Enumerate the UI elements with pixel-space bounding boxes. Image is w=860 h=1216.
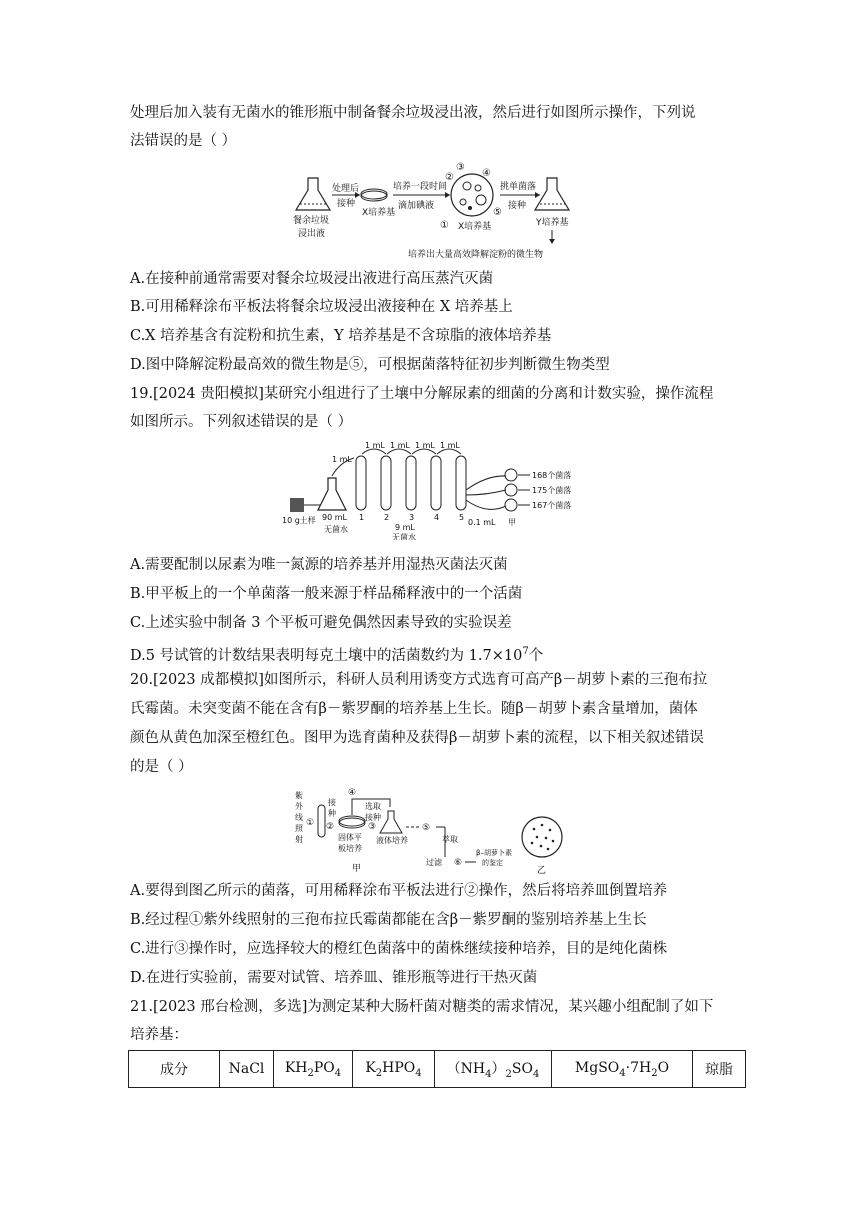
q21-stem-line-2: 培养基：	[130, 1027, 188, 1043]
q18-figure	[290, 160, 610, 265]
table-cell: $MgSO_4\cdot 7H_2O$	[552, 1051, 693, 1088]
label-waste: 餐余垃圾	[293, 216, 330, 226]
label-jia: 甲	[352, 864, 362, 874]
plate-volume: 0.1 mL	[468, 518, 496, 527]
extract: 萃取	[442, 835, 458, 844]
identify-2: 的鉴定	[482, 859, 503, 867]
filter: 过滤	[426, 858, 442, 867]
label-pick: 挑单菌落	[500, 182, 537, 192]
uv-2: 线	[295, 813, 303, 822]
q19-option-c: C.上述实验中制备 3 个平板可避免偶然因素导致的实验误差	[130, 615, 512, 631]
table-cell: 琼脂	[693, 1051, 746, 1088]
uv-0: 紫	[295, 791, 303, 800]
table-cell: $K_2HPO_4$	[353, 1051, 435, 1088]
label-soil: 10 g土样	[282, 516, 316, 525]
tube-1: 1	[359, 513, 365, 522]
label-x-medium-2: X培养基	[458, 222, 492, 232]
count-2: 175个菌落	[532, 486, 572, 495]
select: 选取	[365, 802, 381, 811]
colony-4: ④	[482, 168, 491, 179]
uv-4: 射	[295, 835, 303, 844]
label-water-90: 90 mL	[322, 513, 347, 522]
uv-1: 外	[295, 802, 303, 811]
colony-5: ⑤	[493, 207, 502, 218]
label-treated: 处理后	[332, 184, 360, 194]
transfer-1: 1 mL	[365, 441, 385, 450]
table-cell: 成分	[129, 1051, 220, 1088]
q20-stem-line-2: 氏霉菌。未突变菌不能在含有β－紫罗酮的培养基上生长。随β－胡萝卜素含量增加，菌体	[130, 701, 698, 717]
step-5: ⑤	[422, 823, 431, 833]
q20-stem-line-4: 的是（ ）	[130, 759, 193, 775]
label-yi: 乙	[537, 866, 547, 876]
q19-stem-line-2: 如图所示。下列叙述错误的是（ ）	[130, 414, 353, 430]
transfer-0: 1 mL	[332, 455, 352, 464]
step-2: ②	[326, 822, 335, 832]
q19-option-a: A.需要配制以尿素为唯一氮源的培养基并用湿热灭菌法灭菌	[130, 557, 508, 573]
q20-option-b: B.经过程①紫外线照射的三孢布拉氏霉菌都能在含β－紫罗酮的鉴别培养基上生长	[130, 912, 647, 928]
plate-label: 甲	[508, 518, 516, 527]
tube-5: 5	[459, 513, 465, 522]
table-row	[129, 1051, 746, 1088]
dilution-tubes	[356, 456, 466, 510]
step-3: ③	[368, 822, 377, 832]
q18-option-b: B.可用稀释涂布平板法将餐余垃圾浸出液接种在 X 培养基上	[130, 299, 513, 315]
transfer-4: 1 mL	[440, 441, 460, 450]
label-x-medium: X培养基	[362, 208, 396, 218]
q20-option-d: D.在进行实验前，需要对试管、培养皿、锥形瓶等进行干热灭菌	[130, 970, 538, 986]
label-water-9: 9 mL	[395, 523, 415, 532]
q18-intro-line-1: 处理后加入装有无菌水的锥形瓶中制备餐余垃圾浸出液，然后进行如图所示操作，下列说	[130, 105, 696, 121]
medium-table	[128, 1050, 746, 1088]
inoculate-1: 种	[328, 809, 336, 818]
colony-1: ①	[440, 220, 449, 231]
label-y-medium: Y培养基	[536, 218, 569, 228]
inoculate-2: 接种	[365, 813, 381, 822]
table-cell: $(NH_4)_2SO_4$	[435, 1051, 552, 1088]
label-inoculate-2: 接种	[508, 201, 527, 211]
label-extract: 浸出液	[298, 229, 326, 239]
transfer-3: 1 mL	[415, 441, 435, 450]
liquid-culture: 液体培养	[376, 836, 408, 845]
step-4: ④	[348, 788, 357, 798]
transfer-2: 1 mL	[390, 441, 410, 450]
q19-figure	[282, 440, 582, 540]
uv-3: 照	[295, 824, 303, 833]
q20-stem-line-1: 20.[2023 成都模拟]如图所示，科研人员利用诱变方式选育可高产β－胡萝卜素的三孢布拉	[130, 672, 708, 688]
table-cell: NaCl	[220, 1051, 274, 1088]
count-1: 168个菌落	[532, 471, 572, 480]
q21-stem-line-1: 21.[2023 邢台检测，多选]为测定某种大肠杆菌对糖类的需求情况，某兴趣小组配制了如下	[130, 999, 714, 1015]
q20-option-a: A.要得到图乙所示的菌落，可用稀释涂布平板法进行②操作，然后将培养皿倒置培养	[130, 883, 668, 899]
q18-option-a: A.在接种前通常需要对餐余垃圾浸出液进行高压蒸汽灭菌	[130, 271, 494, 287]
solid-plate: 固体平	[338, 833, 362, 842]
label-inoculate: 接种	[337, 199, 356, 209]
q19-stem-line-1: 19.[2024 贵阳模拟]某研究小组进行了土壤中分解尿素的细菌的分离和计数实验，操作流程	[130, 386, 714, 402]
inoculate-0: 接	[328, 798, 336, 807]
label-sterile-water: 无菌水	[324, 525, 348, 534]
q19-option-b: B.甲平板上的一个单菌落一般来源于样品稀释液中的一个活菌	[130, 586, 523, 602]
step-1: ①	[306, 818, 315, 828]
q18-option-c: C.X 培养基含有淀粉和抗生素，Y 培养基是不含琼脂的液体培养基	[130, 328, 552, 344]
tube-4: 4	[434, 513, 440, 522]
q20-stem-line-3: 颜色从黄色加深至橙红色。图甲为选育菌种及获得β－胡萝卜素的流程，以下相关叙述错误	[130, 730, 704, 746]
table-cell: $KH_2PO_4$	[274, 1051, 353, 1088]
identify-1: β–胡萝卜素	[476, 849, 512, 857]
count-3: 167个菌落	[532, 501, 572, 510]
colony-2: ②	[445, 172, 454, 183]
q20-option-c: C.进行③操作时，应选择较大的橙红色菌落中的菌株继续接种培养，目的是纯化菌株	[130, 941, 668, 957]
tube-2: 2	[384, 513, 390, 522]
tube-3: 3	[409, 513, 415, 522]
figure-caption: 培养出大量高效降解淀粉的微生物	[408, 250, 544, 260]
step-6: ⑥	[454, 858, 463, 868]
q20-figure	[290, 785, 570, 877]
q18-option-d: D.图中降解淀粉最高效的微生物是⑤，可根据菌落特征初步判断微生物类型	[130, 357, 610, 373]
q19-option-d: D.5 号试管的计数结果表明每克土壤中的活菌数约为 $1.7\times 10^7$个	[130, 646, 544, 664]
label-iodine: 滴加碘液	[398, 201, 435, 211]
label-culture: 培养一段时间	[393, 182, 448, 192]
colony-3: ③	[456, 162, 465, 173]
plate-culture: 板培养	[338, 844, 362, 853]
label-sterile-water-2: 无菌水	[392, 533, 416, 540]
q18-intro-line-2: 法错误的是（ ）	[130, 133, 237, 149]
